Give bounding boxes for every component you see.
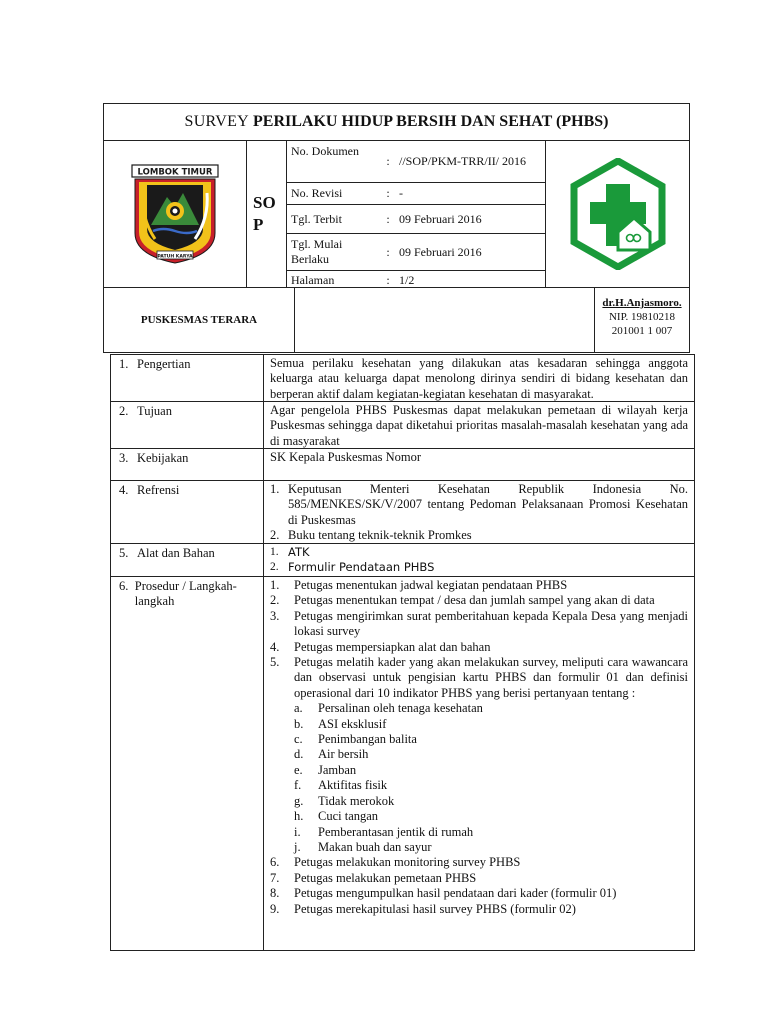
- row-number: 6.: [119, 579, 129, 593]
- sub-item-letter: b.: [294, 716, 304, 731]
- row-number: 2.: [119, 404, 129, 418]
- row-label: Tujuan: [137, 404, 172, 418]
- signature-block: [595, 288, 689, 352]
- list-item: [270, 886, 688, 901]
- list-item: [270, 482, 688, 528]
- sub-item-letter: h.: [294, 809, 304, 824]
- list-item-number: 4.: [270, 639, 280, 654]
- info-key: Tgl. Mulai Berlaku: [291, 237, 343, 266]
- sub-item: [294, 794, 688, 809]
- list-item: [270, 528, 688, 543]
- sub-item-text: Penimbangan balita: [318, 732, 417, 747]
- list-item-number: 9.: [270, 901, 280, 916]
- row-tujuan: [111, 402, 694, 449]
- list-item: [270, 560, 688, 575]
- sub-item-text: Makan buah dan sayur: [318, 839, 432, 854]
- info-value: 1/2: [399, 273, 415, 287]
- sub-item-text: Pemberantasan jentik di rumah: [318, 824, 474, 839]
- lombok-timur-logo: [104, 141, 247, 287]
- sub-item-letter: i.: [294, 824, 301, 839]
- title-prefix: SURVEY: [184, 113, 250, 130]
- list-item-text: Petugas merekapitulasi hasil survey PHBS (formulir 02): [294, 901, 576, 916]
- signer-name: dr.H.Anjasmoro.: [602, 297, 682, 309]
- puskesmas-logo: [546, 141, 689, 287]
- sop-content-table: [110, 354, 695, 951]
- list-item-text: Petugas mengumpulkan hasil pendataan dari kader (formulir 01): [294, 886, 617, 901]
- list-item-number: 8.: [270, 886, 280, 901]
- list-item-number: 2.: [270, 561, 279, 573]
- sub-item-text: Air bersih: [318, 747, 369, 762]
- sub-item: [294, 732, 688, 747]
- list-item: [270, 655, 688, 855]
- list-item-text: Formulir Pendataan PHBS: [288, 560, 435, 574]
- sub-item: [294, 840, 688, 855]
- list-item-number: 1.: [270, 482, 280, 496]
- info-key: Tgl. Terbit: [291, 211, 342, 226]
- sub-item-letter: e.: [294, 762, 303, 777]
- row-number: 1.: [119, 357, 129, 371]
- indikator-list: [294, 701, 688, 855]
- document-title: [104, 104, 689, 141]
- referensi-list: [270, 482, 688, 544]
- row-referensi: [111, 481, 694, 544]
- sub-item-text: ASI eksklusif: [318, 716, 387, 731]
- sub-item-letter: c.: [294, 732, 303, 747]
- kebijakan-text: SK Kepala Puskesmas Nomor: [270, 450, 422, 464]
- info-key: No. Revisi: [291, 186, 343, 200]
- blank-cell: [295, 288, 595, 352]
- list-item-text: Buku tentang teknik-teknik Promkes: [288, 528, 472, 543]
- list-item-number: 2.: [270, 593, 280, 608]
- emblem-label: LOMBOK TIMUR: [137, 167, 213, 178]
- tujuan-text: Agar pengelola PHBS Puskesmas dapat melakukan pemetaan di wilayah kerja Puskesmas sehingga dapat diketahui prioritas masalah-masalah kesehatan yang ada di masyarakat: [270, 403, 688, 448]
- emblem-motto: PATUH KARYA: [157, 254, 193, 260]
- list-item-text: Petugas menentukan tempat / desa dan jumlah sampel yang akan di data: [294, 593, 655, 608]
- sub-item-letter: f.: [294, 778, 302, 793]
- info-value: -: [399, 186, 403, 200]
- sub-item-letter: a.: [294, 701, 303, 716]
- list-item: [270, 640, 688, 655]
- list-item: [270, 545, 688, 560]
- sub-item-letter: g.: [294, 793, 304, 808]
- row-pengertian: [111, 355, 694, 402]
- pengertian-text: Semua perilaku kesehatan yang dilakukan atas kesadaran sehingga anggota keluarga atau keluarga dapat menolong dirinya sendiri di bidang kesehatan dan berperan aktif dalam kegiatan-kegiatan kesehatan di masyarakat.: [270, 356, 688, 401]
- info-row-no-revisi: [287, 183, 545, 205]
- row-label: Refrensi: [137, 483, 180, 497]
- info-value: 09 Februari 2016: [399, 244, 482, 259]
- title-main: PERILAKU HIDUP BERSIH DAN SEHAT (PHBS): [253, 113, 609, 130]
- list-item: [270, 855, 688, 870]
- list-item: [270, 902, 688, 917]
- list-item-text: Petugas mengirimkan surat pemberitahuan kepada Kepala Desa yang menjadi lokasi survey: [294, 608, 688, 639]
- sub-item-text: Aktifitas fisik: [318, 778, 388, 793]
- row-label: Prosedur / Langkah-langkah: [134, 579, 237, 608]
- info-key: Halaman: [291, 273, 335, 287]
- prosedur-list: [270, 578, 688, 917]
- list-item-number: 6.: [270, 855, 280, 870]
- list-item-number: 1.: [270, 546, 279, 558]
- row-number: 5.: [119, 546, 129, 560]
- list-item-text: ATK: [288, 545, 310, 559]
- sub-item-letter: j.: [294, 839, 301, 854]
- list-item-number: 5.: [270, 655, 280, 670]
- list-item-number: 3.: [270, 608, 280, 623]
- list-item: [270, 871, 688, 886]
- list-item-text: Petugas mempersiapkan alat dan bahan: [294, 639, 491, 654]
- list-item-text: Petugas melakukan monitoring survey PHBS: [294, 855, 521, 870]
- info-colon: :: [386, 186, 390, 200]
- info-colon: :: [386, 211, 390, 226]
- document-info: [287, 141, 546, 287]
- sub-item: [294, 763, 688, 778]
- list-item-text: Petugas melakukan pemetaan PHBS: [294, 870, 477, 885]
- sub-item-text: Persalinan oleh tenaga kesehatan: [318, 701, 483, 716]
- info-key: No. Dokumen: [291, 144, 359, 158]
- info-row-tgl-terbit: [287, 205, 545, 234]
- sub-item-text: Jamban: [318, 762, 357, 777]
- info-value: //SOP/PKM-TRR/II/ 2016: [399, 154, 527, 168]
- puskesmas-name: PUSKESMAS TERARA: [104, 288, 295, 352]
- sub-item: [294, 717, 688, 732]
- row-label: Pengertian: [137, 357, 191, 371]
- sop-header: [103, 103, 690, 353]
- info-colon: :: [386, 273, 390, 287]
- puskesmas-cross-icon: [570, 158, 666, 270]
- sub-item: [294, 825, 688, 840]
- row-number: 4.: [119, 483, 129, 497]
- row-label: Kebijakan: [137, 451, 189, 465]
- row-alat-bahan: [111, 544, 694, 577]
- row-number: 3.: [119, 451, 129, 465]
- list-item-text: Keputusan Menteri Kesehatan Republik Indonesia No. 585/MENKES/SK/V/2007 tentang Pedoman Pelaksanaan Promosi Kesehatan di Puskesmas: [288, 482, 688, 527]
- list-item-text: Petugas menentukan jadwal kegiatan pendataan PHBS: [294, 578, 568, 592]
- sub-item-letter: d.: [294, 747, 304, 762]
- row-kebijakan: [111, 449, 694, 481]
- sub-item: [294, 809, 688, 824]
- sub-item: [294, 747, 688, 762]
- sub-item-text: Tidak merokok: [318, 793, 395, 808]
- sub-item: [294, 701, 688, 716]
- info-row-no-dokumen: [287, 141, 545, 183]
- list-item-number: 2.: [270, 528, 280, 543]
- list-item: [270, 578, 688, 593]
- sub-item-text: Cuci tangan: [318, 809, 379, 824]
- list-item-number: 7.: [270, 870, 280, 885]
- row-label: Alat dan Bahan: [137, 546, 215, 560]
- info-row-tgl-mulai: [287, 234, 545, 271]
- signer-nip: NIP. 19810218 201001 1 007: [608, 311, 675, 337]
- info-colon: :: [386, 244, 390, 259]
- row-prosedur: [111, 577, 694, 950]
- info-value: 09 Februari 2016: [399, 211, 482, 226]
- sub-item: [294, 778, 688, 793]
- list-item: [270, 609, 688, 640]
- list-item: [270, 593, 688, 608]
- info-colon: :: [386, 154, 390, 168]
- list-item-number: 1.: [270, 578, 280, 592]
- sop-label: SO P: [247, 141, 287, 287]
- alat-list: [270, 545, 688, 575]
- lombok-timur-emblem-icon: [129, 163, 221, 265]
- list-item-text: Petugas melatih kader yang akan melakukan survey, meliputi cara wawancara dan observasi untuk pengisian kartu PHBS dan formulir 01 dan definisi operasional dari 10 indikator PHBS yang berisi pertanyaan tentang :: [294, 655, 688, 700]
